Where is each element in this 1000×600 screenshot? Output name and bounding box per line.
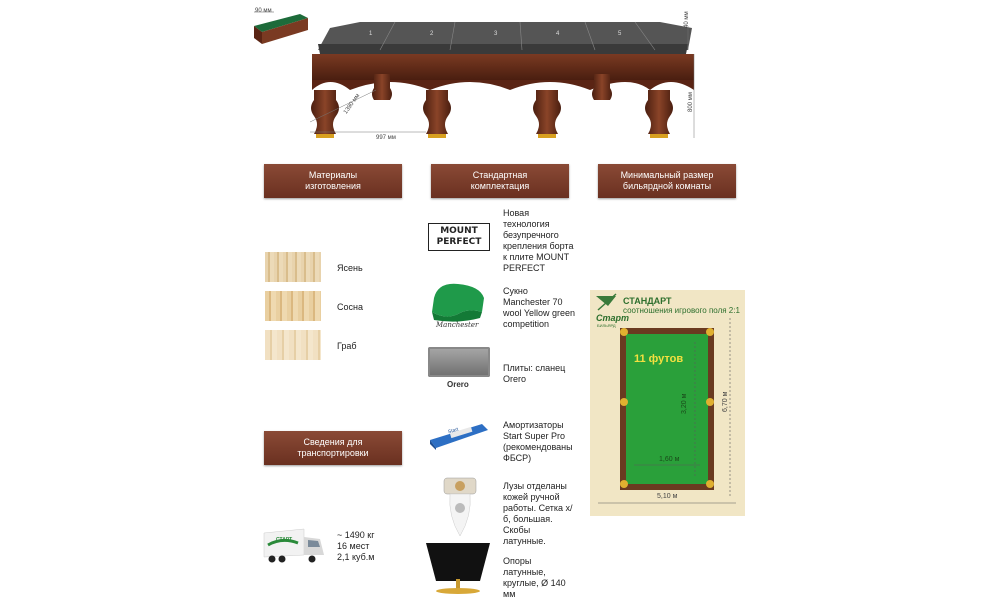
- transport-header: Сведения для транспортировки: [264, 431, 402, 465]
- truck-brand: СТАРТ: [276, 537, 293, 543]
- leg-height-label: 800 мм: [688, 92, 694, 112]
- inner-width-label: 1,60 м: [659, 456, 680, 463]
- pocket-text: Лузы отделаны кожей ручной работы. Сетка х/б, большая. Скобы латунные.: [503, 481, 573, 546]
- room-brand-sub: БИЛЬЯРД: [597, 323, 616, 328]
- hornbeam-wood-sample: [265, 330, 321, 360]
- slate-number-1: 1: [369, 31, 373, 37]
- room-size-header: Минимальный размер бильярдной комнаты: [598, 164, 736, 198]
- transport-places: 16 мест: [337, 541, 370, 551]
- slate-number-3: 3: [494, 31, 498, 37]
- table-illustration: [250, 4, 710, 152]
- mount-perfect-logo: [428, 223, 490, 251]
- outer-width-label: 5,10 м: [657, 493, 678, 500]
- standard-kit-header: Стандартная комплектация: [431, 164, 569, 198]
- leg-foot-image: [424, 541, 492, 595]
- start-logo-mark: [596, 294, 616, 310]
- material-hornbeam-label: Граб: [337, 341, 357, 351]
- mount-perfect-logo-text: MOUNT PERFECT: [436, 226, 482, 247]
- slate-number-4: 4: [556, 31, 560, 37]
- cushion-text: Амортизаторы Start Super Pro (рекомендованы ФБСР): [503, 420, 573, 463]
- pine-wood-sample: [265, 291, 321, 321]
- mount-perfect-text: Новая технология безупречного крепления борта к плите MOUNT PERFECT: [503, 208, 574, 273]
- truck-image: [262, 527, 326, 565]
- cloth-image: [428, 280, 488, 326]
- rail-sample: [254, 12, 308, 44]
- table-frame: [312, 54, 694, 80]
- material-pine-label: Сосна: [337, 302, 363, 312]
- material-ash-label: Ясень: [337, 263, 363, 273]
- pocket-image: [440, 476, 480, 538]
- ash-wood-sample: [265, 252, 321, 282]
- manchester-logo: Manchester: [436, 321, 479, 329]
- start-cushion-logo: Start: [447, 426, 460, 436]
- cloth-text: Сукно Manchester 70 wool Yellow green competition: [503, 286, 576, 329]
- room-brand: Старт: [596, 313, 630, 323]
- table-size-label: 11 футов: [634, 353, 684, 365]
- outer-length-label: 6,70 м: [722, 391, 729, 412]
- cushion-height-label: 40 мм: [684, 11, 690, 28]
- slate-image: [428, 347, 490, 377]
- room-subtitle: соотношения игрового поля 2:1: [623, 306, 740, 315]
- slate-number-2: 2: [430, 31, 434, 37]
- pocket-span-label: 1390 мм: [343, 92, 362, 116]
- slate-text: Плиты: сланец Orero: [503, 363, 566, 384]
- snooker-table-drawing: [250, 4, 710, 152]
- materials-header: Материалы изготовления: [264, 164, 402, 198]
- transport-weight: ~ 1490 кг: [337, 530, 375, 540]
- cushion-image: [428, 420, 490, 450]
- room-title: СТАНДАРТ: [623, 296, 672, 306]
- pocket-gap-label: 997 мм: [376, 135, 396, 141]
- transport-volume: 2,1 куб.м: [337, 552, 375, 562]
- orero-logo: Orero: [447, 380, 469, 389]
- slate-number-5: 5: [618, 31, 622, 37]
- rail-width-label: 90 мм: [255, 8, 272, 14]
- inner-length-label: 3,20 м: [681, 393, 688, 414]
- leg-foot-text: Опоры латунные, круглые, Ø 140 мм: [503, 556, 566, 599]
